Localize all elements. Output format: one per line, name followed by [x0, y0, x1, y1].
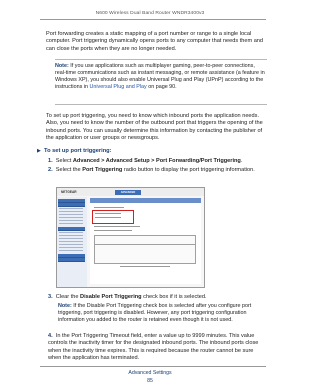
ui-term: Port Triggering: [82, 167, 123, 173]
procedure-heading: [37, 148, 112, 154]
sidebar-item: [58, 258, 85, 262]
netgear-logo: NETGEAR: [61, 190, 77, 194]
text-line: [94, 226, 140, 227]
text-line: [94, 230, 132, 231]
step-text: Select the: [55, 167, 83, 173]
note-tail: on page 90.: [146, 84, 177, 91]
sidebar-link: [59, 217, 83, 218]
sidebar-link: [59, 214, 83, 215]
step-2: [48, 167, 268, 174]
step-text: In the Port Triggering Timeout field, enter a value up to 9999 minutes. This value controls the inactivity timer for the designated inbound ports. The inbound ports close when the inactivity time expires. This is required because the router cannot be sure when the application has terminated.: [48, 333, 259, 361]
intro-paragraph: Port forwarding creates a static mapping of a port number or range to a single local computer. Port triggering dynamically opens ports to any computer that needs them and can close the ports when they are no longer needed.: [46, 31, 264, 52]
note-block-2: [58, 303, 268, 324]
sidebar-item: [58, 227, 85, 231]
sidebar-item: [58, 203, 85, 207]
note-text: If you use applications such as multiplayer gaming, peer-to-peer connections, real-time communications such as instant messaging, or remote assistance (a feature in Windows XP), you should also enable Universal Plug and Play (UPnP) according to the instructions in: [55, 63, 265, 91]
ui-term: Disable Port Triggering: [80, 294, 142, 300]
tab-advanced: ADVANCED: [115, 190, 141, 195]
sidebar-link: [59, 232, 83, 233]
step-number: 1.: [48, 158, 53, 164]
running-header: N600 Wireless Dual Band Router WNDR3400v3: [95, 11, 205, 16]
note-block: [55, 63, 267, 91]
sidebar-link: [59, 208, 83, 209]
menu-path: Advanced > Advanced Setup > Port Forwarding/Port Triggering: [72, 158, 241, 164]
step-4: [48, 333, 268, 362]
sidebar-link: [59, 247, 83, 248]
procedure-title: To set up port triggering:: [44, 148, 112, 154]
step-text: Clear the: [55, 294, 81, 300]
note-text: If the Disable Port Triggering check box is selected after you configure port triggering, port triggering is disabled. However, any port triggering configuration information you added to the router is retained even though it is not used.: [58, 303, 252, 324]
step-number: 4.: [48, 333, 53, 339]
step-number: 2.: [48, 167, 53, 173]
radio-port-triggering: [95, 217, 121, 218]
sidebar-link: [59, 250, 83, 251]
screenshot-titlebar: [90, 198, 201, 203]
step-number: 3.: [48, 294, 53, 300]
footer-rule: [40, 366, 266, 367]
button-row: [120, 266, 170, 267]
note-rule-bottom: [55, 104, 267, 105]
page-number: 85: [147, 378, 153, 384]
sidebar-link: [59, 211, 83, 212]
step-1: [48, 158, 268, 165]
radio-port-forwarding: [95, 213, 121, 214]
step-text-end: check box if it is selected.: [141, 294, 207, 300]
sidebar-link: [59, 244, 83, 245]
upnp-link[interactable]: Universal Plug and Play: [89, 84, 147, 91]
step-text-end: .: [240, 158, 243, 164]
sidebar-link: [59, 235, 83, 236]
screenshot-main: [90, 198, 201, 284]
note-label: Note:: [55, 63, 69, 69]
step-text: Select: [55, 158, 73, 164]
trigger-table: [94, 244, 196, 264]
note-label: Note:: [58, 303, 72, 309]
router-screenshot: [56, 187, 205, 288]
note-rule-top: [55, 59, 267, 60]
text-line: [94, 207, 124, 208]
sidebar-link: [59, 220, 83, 221]
step-3: [48, 294, 268, 301]
footer-section: Advanced Settings: [128, 370, 172, 376]
header-rule: [40, 19, 266, 20]
step-text-end: radio button to display the port triggering information.: [122, 167, 255, 173]
sidebar-link: [59, 223, 83, 224]
info-paragraph: To set up port triggering, you need to know which inbound ports the application needs. Also, you need to know the number of the outbound port that triggers the opening of the inbound ports. You can usually determine this information by contacting the publisher of the application or user groups or newsgroups.: [46, 113, 263, 141]
screenshot-sidebar: [57, 197, 87, 287]
arrow-icon: ▶: [37, 148, 41, 154]
sidebar-link: [59, 238, 83, 239]
screenshot-topbar: [57, 188, 204, 196]
sidebar-link: [59, 241, 83, 242]
